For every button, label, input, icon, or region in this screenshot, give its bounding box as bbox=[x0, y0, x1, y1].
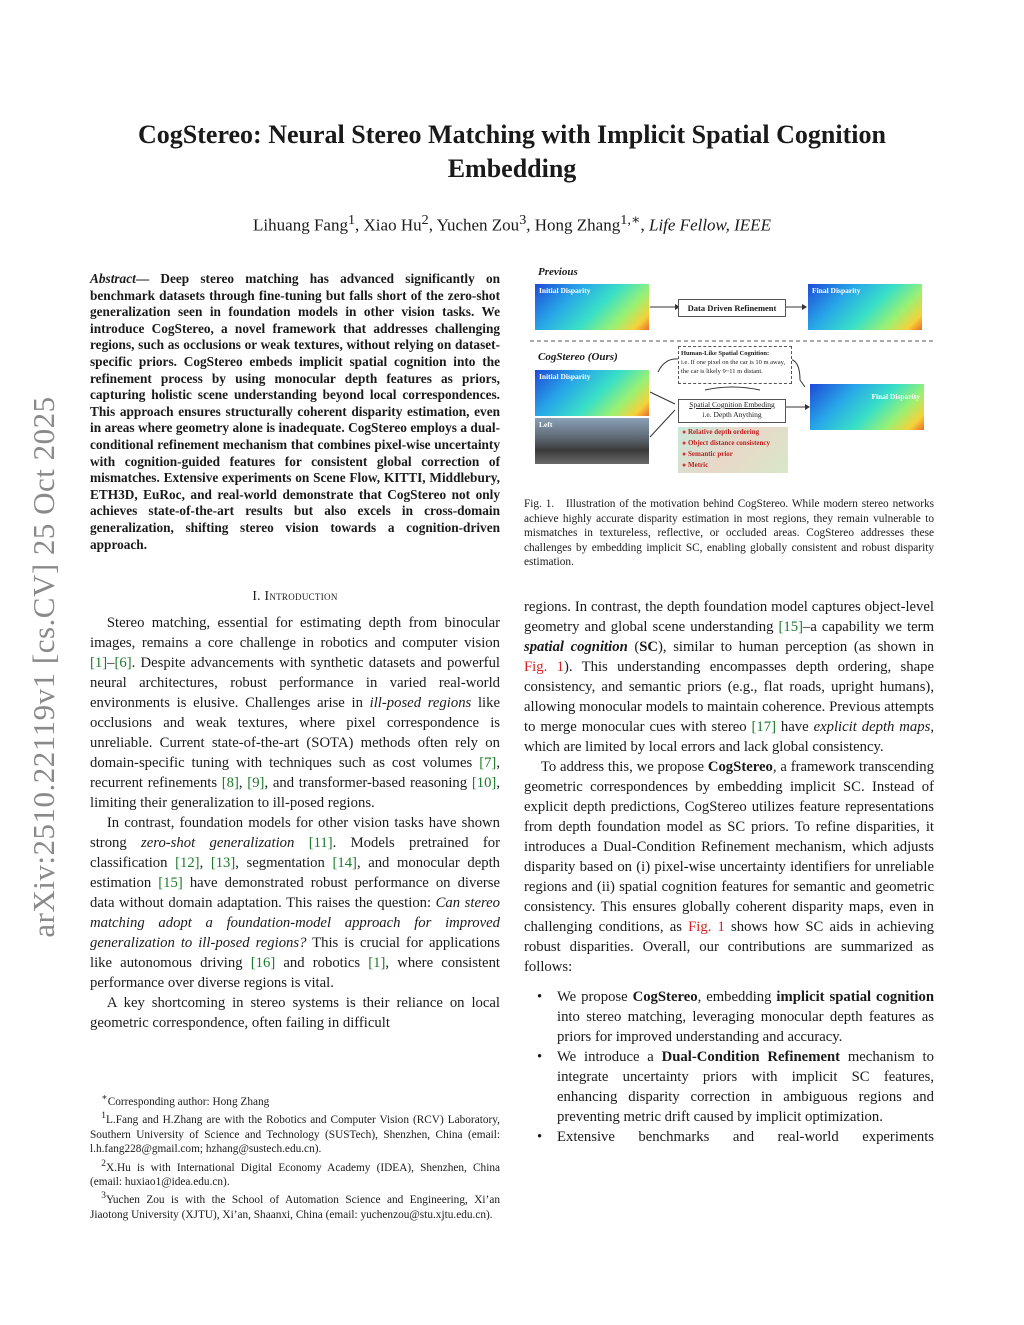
section-number: I. bbox=[252, 588, 265, 603]
citation[interactable]: [8] bbox=[221, 775, 239, 791]
figure-1-caption bbox=[524, 497, 934, 570]
text-run: We propose bbox=[557, 989, 633, 1005]
sc-embedding-title: Spatial Cognition Embeding bbox=[689, 400, 775, 409]
contribution-item-1 bbox=[557, 987, 934, 1047]
text-run: Stereo matching, essential for estimating depth from binocular images, remains a core challenge in robotics and computer vision bbox=[90, 615, 500, 651]
intro-paragraph-3: A key shortcoming in stereo systems is their reliance on local geometric correspondence, often failing in difficult bbox=[90, 995, 500, 1031]
sc-embedding-sub: i.e. Depth Anything bbox=[702, 410, 762, 419]
feature-item-3 bbox=[682, 449, 788, 460]
citation[interactable]: [9] bbox=[247, 775, 265, 791]
left-image-label: Left bbox=[539, 420, 553, 429]
contribution-item-2 bbox=[557, 1047, 934, 1127]
emphasis: ill-posed regions bbox=[369, 695, 472, 711]
final-disparity-label: Final Disparity bbox=[812, 286, 861, 295]
author-4: Hong Zhang bbox=[534, 215, 621, 235]
contributions-list bbox=[524, 987, 934, 1147]
dot-icon: ● bbox=[682, 461, 687, 469]
feature-item-label: Metric bbox=[687, 461, 709, 469]
text-run: shows how SC aids in achieving robust disparities. Overall, our contributions are summarized as follows: bbox=[524, 919, 935, 975]
citation[interactable]: [1] bbox=[368, 955, 386, 971]
feature-item-2 bbox=[682, 438, 788, 449]
section-heading-introduction bbox=[90, 588, 500, 604]
citation[interactable]: [16] bbox=[250, 955, 276, 971]
text-run: , a framework transcending geometric correspondences by embedding implicit SC. Instead of explicit depth predictions, CogStereo utilizes feature representations from depth foundation model as SC priors. To refine disparities, it introduces a Dual-Condition Refinement mechanism, which adjusts disparity based on (i) pixel-wise uncertainty identifiers for unreliable regions and (ii) spatial cognition features for semantic and geometric consistency. This ensures globally coherent disparity maps, even in challenging conditions, as bbox=[524, 759, 934, 935]
paper-title bbox=[90, 118, 934, 186]
abstract-dash: — bbox=[135, 271, 161, 286]
text-run: In contrast, foundation models for other vision tasks have shown strong bbox=[90, 815, 500, 851]
dot-icon: ● bbox=[682, 439, 687, 447]
footnote-2 bbox=[90, 1157, 500, 1190]
emphasis: spatial cognition bbox=[524, 639, 628, 655]
text-run: , bbox=[199, 855, 211, 871]
arxiv-stamp bbox=[14, 372, 74, 962]
author-3-affil: 3 bbox=[519, 212, 527, 228]
text-run: ( bbox=[627, 639, 640, 655]
feature-item-label: Relative depth ordering bbox=[687, 428, 760, 436]
citation[interactable]: [17] bbox=[751, 719, 776, 735]
text-run: have demonstrated robust performance on diverse data without domain adaptation. This raises the question: bbox=[90, 875, 500, 911]
footnote-corresponding bbox=[90, 1091, 500, 1109]
brace bbox=[705, 387, 760, 390]
text-run: ), similar to human perception (as shown in bbox=[658, 639, 934, 655]
feature-item-label: Semantic prior bbox=[687, 450, 733, 458]
bold-term: SC bbox=[639, 639, 659, 655]
figure-label-ours: CogStereo (Ours) bbox=[538, 351, 618, 363]
text-run: like occlusions and weak textures, where pixel correspondence is unreliable. Current state-of-the-art (SOTA) methods often rely on domain-specific tuning with techniques such as cost volumes bbox=[90, 695, 500, 771]
text-run: , where consistent performance over diverse regions is vital. bbox=[90, 955, 500, 991]
feature-item-label: Object distance consistency bbox=[687, 439, 771, 447]
text-run: . Models pretrained for classification bbox=[90, 835, 500, 871]
feature-item-4 bbox=[682, 460, 788, 471]
text-run: . Despite advancements with synthetic datasets and powerful neural architectures, robust performance in varied real-world environments is elusive. Challenges arise in bbox=[90, 655, 500, 711]
final-disparity-map-previous bbox=[808, 284, 922, 330]
bold-term: CogStereo bbox=[632, 989, 698, 1005]
data-driven-refinement-box: Data Driven Refinement bbox=[678, 299, 786, 317]
title-line-2: Embedding bbox=[447, 154, 577, 183]
text-run: – bbox=[107, 655, 115, 671]
text-run: into stereo matching, leveraging monocular depth features as priors for improved understanding and accuracy. bbox=[557, 1009, 934, 1045]
footnotes bbox=[90, 1091, 500, 1222]
text-run: and robotics bbox=[275, 955, 369, 971]
citation[interactable]: [11] bbox=[308, 835, 333, 851]
dot-icon: ● bbox=[682, 428, 687, 436]
figure-link[interactable]: Fig. 1 bbox=[524, 659, 564, 675]
section-name: Introduction bbox=[264, 588, 338, 603]
right-paragraph-2 bbox=[524, 757, 934, 977]
footnote-mark: 2 bbox=[101, 1158, 106, 1169]
footnote-text: L.Fang and H.Zhang are with the Robotics and Computer Vision (RCV) Laboratory, Southern University of Science and Technology (SUSTech), Shenzhen, China (email: l.h.fang228@gmail.com; hzhang@sustech.edu.cn). bbox=[90, 1114, 500, 1156]
intro-body bbox=[90, 613, 500, 1033]
caption-label: Fig. 1. bbox=[524, 498, 555, 510]
author-list: Lihuang Fang$^1$, Xiao Hu$^2$, Yuchen Zou$^3$, Hong Zhang$^{1,∗}$, Life Fellow, IEEE bbox=[253, 212, 771, 235]
footnote-text: Corresponding author: Hong Zhang bbox=[107, 1095, 270, 1108]
citation[interactable]: [1] bbox=[90, 655, 108, 671]
bold-term: Dual-Condition Refinement bbox=[661, 1049, 841, 1065]
text-run: , bbox=[238, 775, 248, 791]
text-run: This is crucial for applications like autonomous driving bbox=[90, 935, 500, 971]
abstract-text: Deep stereo matching has advanced significantly on benchmark datasets through fine-tuning but falls short of the zero-shot generalization seen in foundation models in other vision tasks. We introduce CogStereo, a novel framework that addresses challenging regions, such as occlusions or weak textures, without relying on dataset-specific priors. CogStereo embeds implicit spatial cognition into the refinement process by using monocular depth features as priors, capturing holistic scene understanding beyond local correspondences. This approach ensures structurally coherent disparity estimation, even in areas where geometry alone is inadequate. CogStereo employs a dual-conditional refinement mechanism that combines pixel-wise uncertainty with cognition-guided features for consistent global correction of mismatches. Extensive experiments on Scene Flow, KITTI, Middlebury, ETH3D, EuRoc, and real-world demonstrate that CogStereo not only achieves state-of-the-art results but also excels in cross-domain generalization, shifting stereo vision towards a cognition-driven approach. bbox=[90, 271, 501, 552]
dot-icon: ● bbox=[682, 450, 687, 458]
text-run: , and monocular depth estimation bbox=[90, 855, 500, 891]
text-run: , segmentation bbox=[235, 855, 333, 871]
emphasis: Can stereo matching adopt a foundation-model approach for improved generalization to ill-posed regions? bbox=[90, 895, 500, 951]
bold-term: CogStereo bbox=[707, 759, 773, 775]
footnote-text: X.Hu is with International Digital Economy Academy (IDEA), Shenzhen, China (email: huxiao1@idea.edu.cn). bbox=[90, 1161, 500, 1188]
intro-paragraph-1 bbox=[90, 613, 500, 813]
abstract-label: Abstract bbox=[90, 271, 136, 286]
human-like-text: i.e. If one pixel on the car is 10 m away, the car is likely 9~11 m distant. bbox=[681, 359, 786, 375]
author-2-affil: 2 bbox=[421, 212, 429, 228]
caption-text: Illustration of the motivation behind CogStereo. While modern stereo networks achieve highly accurate disparity estimation in most regions, they remain vulnerable to mismatches in textureless, reflective, or occluded areas. CogStereo addresses these challenges by embedding implicit SC, enabling globally consistent and robust disparity estimation. bbox=[524, 498, 934, 569]
arrow-line bbox=[650, 392, 675, 404]
final-disparity-label: Final Disparity bbox=[871, 392, 920, 401]
citation[interactable]: [12] bbox=[175, 855, 200, 871]
author-fellow: Life Fellow, IEEE bbox=[648, 215, 771, 235]
human-like-title: Human-Like Spatial Cognition: bbox=[681, 350, 770, 357]
citation[interactable]: [15] bbox=[158, 875, 183, 891]
initial-disparity-label: Initial Disparity bbox=[539, 286, 591, 295]
footnote-mark: 3 bbox=[101, 1191, 106, 1202]
right-column-body bbox=[524, 597, 934, 1147]
author-2: Xiao Hu bbox=[363, 215, 422, 235]
author-3: Yuchen Zou bbox=[436, 215, 520, 235]
text-run: –a capability we term bbox=[803, 619, 934, 635]
text-run: , embedding bbox=[697, 989, 777, 1005]
text-run: have bbox=[776, 719, 814, 735]
citation[interactable]: [6] bbox=[114, 655, 132, 671]
emphasis: zero-shot generalization bbox=[141, 835, 295, 851]
text-run: , limiting their generalization to ill-posed regions. bbox=[90, 775, 500, 811]
text-run: , which are limited by local errors and lack global consistency. bbox=[524, 719, 934, 755]
figure-1 bbox=[530, 262, 935, 487]
citation[interactable]: [14] bbox=[332, 855, 357, 871]
text-run: Extensive benchmarks and real-world experiments bbox=[557, 1129, 934, 1145]
text-run: We introduce a bbox=[557, 1049, 662, 1065]
figure-link[interactable]: Fig. 1 bbox=[688, 919, 725, 935]
contribution-item-3 bbox=[557, 1127, 934, 1147]
text-run: regions. In contrast, the depth foundation model captures object-level geometry and global scene understanding bbox=[524, 599, 934, 635]
figure-label-previous: Previous bbox=[538, 266, 578, 278]
author-1: Lihuang Fang bbox=[253, 215, 348, 235]
text-run: , and transformer-based reasoning bbox=[264, 775, 472, 791]
arrow-line bbox=[658, 359, 678, 372]
bold-term: implicit spatial cognition bbox=[776, 989, 935, 1005]
footnote-mark: 1 bbox=[101, 1111, 106, 1122]
text-run: , recurrent refinements bbox=[90, 755, 500, 791]
citation[interactable]: [7] bbox=[479, 755, 497, 771]
intro-paragraph-2 bbox=[90, 813, 500, 993]
abstract bbox=[90, 271, 500, 553]
feature-item-1 bbox=[682, 427, 788, 438]
human-like-cognition-box bbox=[678, 346, 792, 384]
footnote-3 bbox=[90, 1189, 500, 1222]
initial-disparity-map-ours bbox=[535, 370, 649, 416]
initial-disparity-label: Initial Disparity bbox=[539, 372, 591, 381]
footnote-1 bbox=[90, 1109, 500, 1156]
arrow-line bbox=[650, 410, 675, 437]
author-4-affil: 1,∗ bbox=[620, 212, 641, 228]
right-paragraph-1 bbox=[524, 597, 934, 757]
text-run: ). This understanding encompasses depth ordering, shape consistency, and semantic priors (e.g., flat roads, upright humans), allowing monocular models to maintain coherence. Previous attempts to merge monocular cues with stereo bbox=[524, 659, 934, 735]
footnote-mark: ∗ bbox=[101, 1093, 108, 1103]
text-run: To address this, we propose bbox=[540, 759, 708, 775]
emphasis: explicit depth maps bbox=[813, 719, 931, 735]
text-run bbox=[294, 835, 308, 851]
citation[interactable]: [10] bbox=[471, 775, 497, 791]
title-line-1: CogStereo: Neural Stereo Matching with Implicit Spatial Cognition bbox=[138, 120, 886, 149]
sc-embedding-box bbox=[678, 399, 786, 423]
cognition-feature-panel bbox=[678, 427, 788, 473]
arrow-head bbox=[802, 304, 807, 310]
citation[interactable]: [13] bbox=[210, 855, 236, 871]
text-run: mechanism to integrate uncertainty priors with implicit SC features, enhancing disparity correction in ambiguous regions and preventing metric drift caused by implicit optimization. bbox=[557, 1049, 934, 1125]
left-image bbox=[535, 418, 649, 464]
arxiv-stamp-text: arXiv:2510.22119v1 [cs.CV] 25 Oct 2025 bbox=[26, 396, 61, 938]
final-disparity-map-ours bbox=[810, 384, 924, 430]
footnote-text: Yuchen Zou is with the School of Automation Science and Engineering, Xi’an Jiaotong University (XJTU), Xi’an, Shaanxi, China (email: yuchenzou@stu.xjtu.edu.cn). bbox=[90, 1194, 500, 1221]
citation[interactable]: [15] bbox=[778, 619, 803, 635]
author-1-affil: 1 bbox=[347, 212, 356, 228]
